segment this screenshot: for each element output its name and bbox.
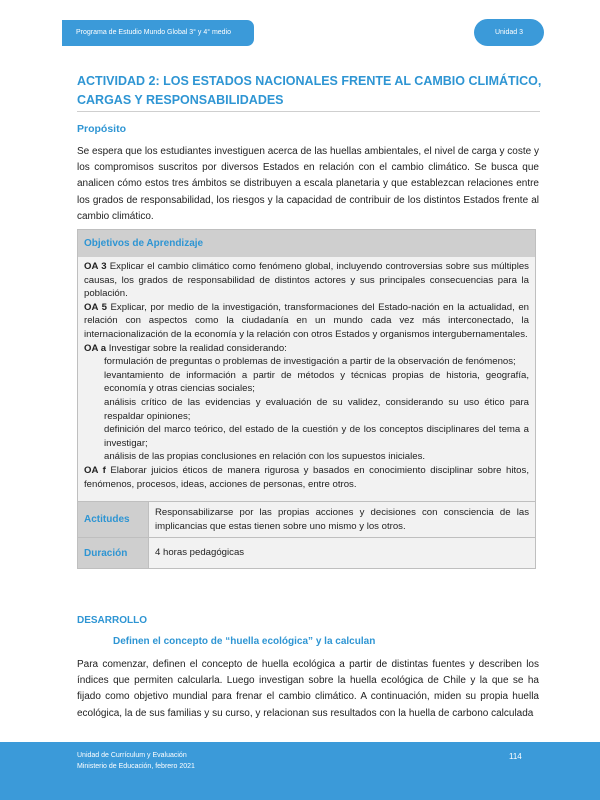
footer-ministry: Ministerio de Educación, febrero 2021 xyxy=(77,763,195,770)
activity-title: ACTIVIDAD 2: LOS ESTADOS NACIONALES FRENTE AL CAMBIO CLIMÁTICO, CARGAS Y RESPONSABILIDADES xyxy=(77,74,542,107)
page-number: 114 xyxy=(509,752,522,761)
oa5-text: Explicar, por medio de la investigación, transformaciones del Estado-nación en la actualidad, en relación con aspectos como la ciudadanía en un mundo cada vez más interconectado, la internacionalización de la economía y la relación con otros Estados y organismos intergubernamentales. xyxy=(84,301,529,340)
oaa-item: análisis de las propias conclusiones en relación con los supuestos iniciales. xyxy=(104,451,426,463)
objectives-table xyxy=(77,229,536,569)
unit-badge: Unidad 3 xyxy=(474,19,544,46)
purpose-text: Se espera que los estudiantes investiguen acerca de las huellas ambientales, el nivel de carga y coste y los compromisos suscritos por diversos Estados en relación con el cambio climático. Se busca que analicen cómo estos tres ámbitos se distribuyen a escala planetaria y que establezcan relaciones entre los grados de responsabilidad, los riesgos y la capacidad de contribuir de los distintos Estados frente al cambio climático. xyxy=(77,146,539,222)
oaf-code: OA f xyxy=(84,464,106,476)
attitudes-text: Responsabilizarse por las propias acciones y decisiones con consciencia de las implicancias que estas tienen sobre uno mismo y los otros. xyxy=(148,502,535,537)
oaf-text: Elaborar juicios éticos de manera rigurosa y basados en conocimiento disciplinar sobre hitos, fenómenos, procesos, ideas, acciones de personas, entre otros. xyxy=(84,464,529,490)
oaf-paragraph xyxy=(84,464,529,491)
development-text: Para comenzar, definen el concepto de huella ecológica a partir de distintas fuentes y describen los índices que permiten calcularla. Luego investigan sobre la huella ecológica de Chile y la que se ha fijado como objetivo mundial para frenar el cambio climático. A continuación, miden su propia huella ecológica, la de sus familias y su curso, y relacionan sus resultados con la huella de carbono calculada xyxy=(77,659,539,719)
purpose-heading: Propósito xyxy=(77,123,126,135)
oaa-item: formulación de preguntas o problemas de investigación a partir de la observación de fenómenos; xyxy=(104,356,516,368)
oa5-paragraph xyxy=(84,301,529,342)
duration-label: Duración xyxy=(78,538,148,568)
development-subheading: Definen el concepto de “huella ecológica” y la calculan xyxy=(113,636,376,647)
objectives-heading: Objetivos de Aprendizaje xyxy=(78,230,535,257)
objectives-body xyxy=(78,257,535,501)
oaa-item: levantamiento de información a partir de métodos y técnicas propias de historia, geografía, economía y otras ciencias sociales; xyxy=(104,369,529,395)
duration-row xyxy=(78,537,535,568)
oaa-item: análisis crítico de las evidencias y evaluación de su validez, considerando su uso ético para respaldar opiniones; xyxy=(104,396,529,422)
oa3-paragraph xyxy=(84,260,529,301)
title-divider xyxy=(77,111,540,112)
page-footer xyxy=(0,742,600,800)
development-heading: DESARROLLO xyxy=(77,615,147,626)
oa3-text: Explicar el cambio climático como fenómeno global, incluyendo controversias sobre sus múltiples causas, los grados de responsabilidad de distintos actores y sus principales consecuencias para la población. xyxy=(84,261,529,300)
oaa-item: definición del marco teórico, del estado de la cuestión y de los conceptos disciplinares del tema a investigar; xyxy=(104,424,529,449)
footer-unit: Unidad de Currículum y Evaluación xyxy=(77,752,187,759)
attitudes-row xyxy=(78,501,535,537)
oaa-paragraph xyxy=(84,342,529,356)
oa3-code: OA 3 xyxy=(84,261,107,272)
program-header: Programa de Estudio Mundo Global 3° y 4° medio xyxy=(62,20,254,46)
duration-text: 4 horas pedagógicas xyxy=(148,538,535,568)
attitudes-label: Actitudes xyxy=(78,502,148,537)
oaa-code: OA a xyxy=(84,342,107,354)
oa5-code: OA 5 xyxy=(84,301,107,313)
oaa-text: Investigar sobre la realidad considerando: xyxy=(106,342,287,354)
